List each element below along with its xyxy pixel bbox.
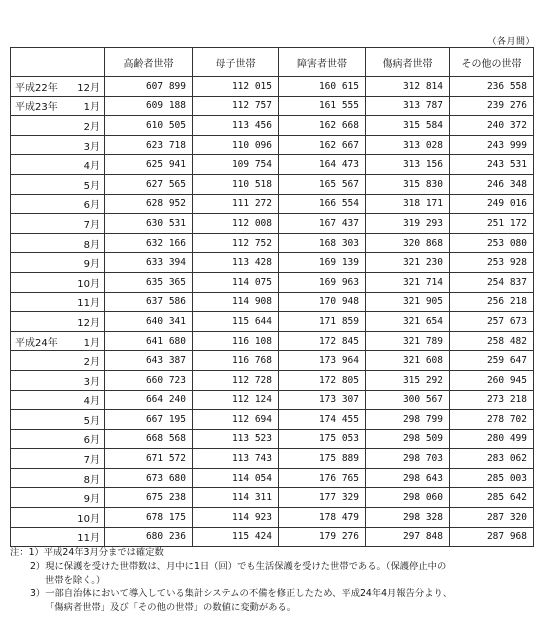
- period-cell: [11, 292, 105, 312]
- table-row: [11, 488, 534, 508]
- period-cell: [11, 449, 105, 469]
- value-other: 243 531: [450, 155, 534, 175]
- footnote-2-continued: 世帯を除く。）: [45, 574, 106, 586]
- footnotes: [10, 546, 537, 615]
- value-disabled: 170 948: [279, 292, 366, 312]
- value-elderly: 633 394: [105, 253, 193, 273]
- value-sick-injured: 300 567: [366, 390, 450, 410]
- value-single-mother: 112 008: [193, 214, 279, 234]
- footnote-2: 2）現に保護を受けた世帯数は、月中に1日（回）でも生活保護を受けた世帯である。（保護停止中の: [30, 560, 447, 572]
- value-single-mother: 116 768: [193, 351, 279, 371]
- period-cell: [11, 96, 105, 116]
- value-disabled: 168 303: [279, 233, 366, 253]
- footnote-3-continued: 「傷病者世帯」及び「その他の世帯」の数値に変動がある。: [45, 602, 297, 614]
- value-other: 273 218: [450, 390, 534, 410]
- period-cell: [11, 214, 105, 234]
- period-cell: [11, 116, 105, 136]
- value-disabled: 174 455: [279, 410, 366, 430]
- period-month: 9月: [83, 494, 100, 506]
- value-sick-injured: 313 028: [366, 135, 450, 155]
- value-disabled: 177 329: [279, 488, 366, 508]
- value-sick-injured: 321 230: [366, 253, 450, 273]
- period-month: 5月: [83, 180, 100, 192]
- value-disabled: 172 845: [279, 331, 366, 351]
- value-sick-injured: 320 868: [366, 233, 450, 253]
- table-row: [11, 410, 534, 430]
- value-disabled: 173 964: [279, 351, 366, 371]
- period-cell: [11, 155, 105, 175]
- value-other: 251 172: [450, 214, 534, 234]
- value-single-mother: 113 743: [193, 449, 279, 469]
- value-single-mother: 110 518: [193, 174, 279, 194]
- header-period: [11, 48, 105, 77]
- period-cell: [11, 410, 105, 430]
- value-single-mother: 110 096: [193, 135, 279, 155]
- period-month: 11月: [77, 298, 100, 310]
- period-cell: [11, 174, 105, 194]
- table-row: [11, 174, 534, 194]
- value-disabled: 175 889: [279, 449, 366, 469]
- value-sick-injured: 318 171: [366, 194, 450, 214]
- period-cell: [11, 233, 105, 253]
- value-single-mother: 112 728: [193, 370, 279, 390]
- value-other: 278 702: [450, 410, 534, 430]
- value-other: 285 003: [450, 468, 534, 488]
- table-row: [11, 214, 534, 234]
- value-single-mother: 112 124: [193, 390, 279, 410]
- value-single-mother: 113 523: [193, 429, 279, 449]
- period-cell: [11, 194, 105, 214]
- value-disabled: 165 567: [279, 174, 366, 194]
- table-row: [11, 390, 534, 410]
- table-row: [11, 253, 534, 273]
- value-elderly: 635 365: [105, 272, 193, 292]
- table-row: [11, 312, 534, 332]
- value-other: 254 837: [450, 272, 534, 292]
- period-month: 8月: [83, 474, 100, 486]
- value-sick-injured: 321 608: [366, 351, 450, 371]
- value-other: 256 218: [450, 292, 534, 312]
- period-month: 2月: [83, 121, 100, 133]
- period-month: 12月: [77, 82, 100, 94]
- value-single-mother: 111 272: [193, 194, 279, 214]
- value-elderly: 625 941: [105, 155, 193, 175]
- value-sick-injured: 321 789: [366, 331, 450, 351]
- value-elderly: 640 341: [105, 312, 193, 332]
- value-single-mother: 112 752: [193, 233, 279, 253]
- period-cell: [11, 468, 105, 488]
- period-month: 8月: [83, 239, 100, 251]
- period-month: 10月: [77, 513, 100, 525]
- value-sick-injured: 298 509: [366, 429, 450, 449]
- value-disabled: 164 473: [279, 155, 366, 175]
- value-elderly: 610 505: [105, 116, 193, 136]
- table-row: [11, 449, 534, 469]
- unit-note: （各月間）: [487, 37, 535, 47]
- value-disabled: 175 053: [279, 429, 366, 449]
- value-single-mother: 115 424: [193, 527, 279, 547]
- header-sick-injured: 傷病者世帯: [366, 48, 450, 77]
- value-disabled: 169 139: [279, 253, 366, 273]
- value-disabled: 161 555: [279, 96, 366, 116]
- value-other: 260 945: [450, 370, 534, 390]
- value-sick-injured: 319 293: [366, 214, 450, 234]
- value-sick-injured: 313 156: [366, 155, 450, 175]
- period-cell: [11, 253, 105, 273]
- value-elderly: 637 586: [105, 292, 193, 312]
- value-elderly: 668 568: [105, 429, 193, 449]
- value-elderly: 628 952: [105, 194, 193, 214]
- value-disabled: 162 668: [279, 116, 366, 136]
- value-single-mother: 114 311: [193, 488, 279, 508]
- value-other: 287 320: [450, 508, 534, 528]
- header-single-mother: 母子世帯: [193, 48, 279, 77]
- period-month: 10月: [77, 278, 100, 290]
- period-month: 5月: [83, 415, 100, 427]
- value-other: 280 499: [450, 429, 534, 449]
- value-single-mother: 114 054: [193, 468, 279, 488]
- table-row: [11, 331, 534, 351]
- value-other: 287 968: [450, 527, 534, 547]
- table-row: [11, 508, 534, 528]
- value-other: 253 080: [450, 233, 534, 253]
- period-month: 7月: [83, 219, 100, 231]
- value-other: 240 372: [450, 116, 534, 136]
- value-elderly: 675 238: [105, 488, 193, 508]
- table-header-row: [11, 48, 534, 77]
- value-disabled: 162 667: [279, 135, 366, 155]
- value-other: 259 647: [450, 351, 534, 371]
- header-disabled: 障害者世帯: [279, 48, 366, 77]
- household-statistics-table: [10, 47, 534, 547]
- value-single-mother: 112 015: [193, 77, 279, 97]
- value-sick-injured: 298 703: [366, 449, 450, 469]
- value-other: 239 276: [450, 96, 534, 116]
- value-sick-injured: 312 814: [366, 77, 450, 97]
- table-row: [11, 96, 534, 116]
- table-row: [11, 370, 534, 390]
- value-other: 283 062: [450, 449, 534, 469]
- value-elderly: 623 718: [105, 135, 193, 155]
- value-disabled: 167 437: [279, 214, 366, 234]
- value-other: 253 928: [450, 253, 534, 273]
- value-sick-injured: 315 292: [366, 370, 450, 390]
- value-single-mother: 114 923: [193, 508, 279, 528]
- period-month: 3月: [83, 376, 100, 388]
- period-cell: [11, 508, 105, 528]
- value-elderly: 680 236: [105, 527, 193, 547]
- value-elderly: 643 387: [105, 351, 193, 371]
- value-sick-injured: 321 905: [366, 292, 450, 312]
- value-single-mother: 114 908: [193, 292, 279, 312]
- table-body: [11, 77, 534, 547]
- period-month: 9月: [83, 259, 100, 271]
- value-disabled: 171 859: [279, 312, 366, 332]
- footnote-1: 注：1）平成24年3月分までは確定数: [10, 547, 164, 558]
- period-month: 4月: [83, 396, 100, 408]
- value-elderly: 671 572: [105, 449, 193, 469]
- table-row: [11, 292, 534, 312]
- period-month: 3月: [83, 141, 100, 153]
- period-cell: [11, 312, 105, 332]
- value-elderly: 678 175: [105, 508, 193, 528]
- value-elderly: 660 723: [105, 370, 193, 390]
- table-row: [11, 194, 534, 214]
- value-other: 249 016: [450, 194, 534, 214]
- period-cell: [11, 77, 105, 97]
- table-row: [11, 116, 534, 136]
- header-elderly: 高齢者世帯: [105, 48, 193, 77]
- period-month: 2月: [83, 357, 100, 369]
- footnote-3: 3）一部自治体において導入している集計システムの不備を修正したため、平成24年4月報告分より、: [30, 588, 453, 600]
- header-other: その他の世帯: [450, 48, 534, 77]
- value-elderly: 607 899: [105, 77, 193, 97]
- period-cell: [11, 390, 105, 410]
- value-sick-injured: 315 584: [366, 116, 450, 136]
- period-month: 1月: [83, 337, 100, 349]
- value-elderly: 667 195: [105, 410, 193, 430]
- table-row: [11, 155, 534, 175]
- value-disabled: 172 805: [279, 370, 366, 390]
- period-month: 6月: [83, 200, 100, 212]
- period-month: 11月: [77, 533, 100, 545]
- table-row: [11, 233, 534, 253]
- value-single-mother: 116 108: [193, 331, 279, 351]
- value-sick-injured: 298 643: [366, 468, 450, 488]
- period-cell: [11, 488, 105, 508]
- value-disabled: 179 276: [279, 527, 366, 547]
- value-single-mother: 115 644: [193, 312, 279, 332]
- period-month: 1月: [83, 102, 100, 114]
- value-sick-injured: 313 787: [366, 96, 450, 116]
- value-other: 257 673: [450, 312, 534, 332]
- value-other: 285 642: [450, 488, 534, 508]
- value-sick-injured: 297 848: [366, 527, 450, 547]
- table-row: [11, 351, 534, 371]
- value-elderly: 673 680: [105, 468, 193, 488]
- value-sick-injured: 298 328: [366, 508, 450, 528]
- value-single-mother: 113 456: [193, 116, 279, 136]
- value-disabled: 169 963: [279, 272, 366, 292]
- value-other: 236 558: [450, 77, 534, 97]
- value-disabled: 178 479: [279, 508, 366, 528]
- value-disabled: 173 307: [279, 390, 366, 410]
- value-disabled: 166 554: [279, 194, 366, 214]
- period-cell: [11, 351, 105, 371]
- period-cell: [11, 429, 105, 449]
- value-single-mother: 112 757: [193, 96, 279, 116]
- table-row: [11, 468, 534, 488]
- period-year: 平成23年: [15, 102, 58, 114]
- table-row: [11, 272, 534, 292]
- value-elderly: 630 531: [105, 214, 193, 234]
- value-elderly: 664 240: [105, 390, 193, 410]
- period-cell: [11, 331, 105, 351]
- value-single-mother: 112 694: [193, 410, 279, 430]
- period-year: 平成24年: [15, 337, 58, 349]
- value-single-mother: 114 075: [193, 272, 279, 292]
- table-row: [11, 527, 534, 547]
- period-month: 6月: [83, 435, 100, 447]
- value-elderly: 641 680: [105, 331, 193, 351]
- value-other: 258 482: [450, 331, 534, 351]
- value-other: 243 999: [450, 135, 534, 155]
- period-month: 7月: [83, 455, 100, 467]
- table-row: [11, 77, 534, 97]
- period-cell: [11, 370, 105, 390]
- value-sick-injured: 321 654: [366, 312, 450, 332]
- value-disabled: 160 615: [279, 77, 366, 97]
- value-sick-injured: 298 060: [366, 488, 450, 508]
- value-sick-injured: 315 830: [366, 174, 450, 194]
- table-row: [11, 429, 534, 449]
- period-cell: [11, 527, 105, 547]
- value-single-mother: 109 754: [193, 155, 279, 175]
- period-month: 12月: [77, 317, 100, 329]
- value-elderly: 627 565: [105, 174, 193, 194]
- period-cell: [11, 135, 105, 155]
- value-sick-injured: 298 799: [366, 410, 450, 430]
- period-cell: [11, 272, 105, 292]
- value-single-mother: 113 428: [193, 253, 279, 273]
- table-row: [11, 135, 534, 155]
- period-month: 4月: [83, 161, 100, 173]
- value-sick-injured: 321 714: [366, 272, 450, 292]
- value-disabled: 176 765: [279, 468, 366, 488]
- value-elderly: 632 166: [105, 233, 193, 253]
- value-other: 246 348: [450, 174, 534, 194]
- value-elderly: 609 188: [105, 96, 193, 116]
- period-year: 平成22年: [15, 82, 58, 94]
